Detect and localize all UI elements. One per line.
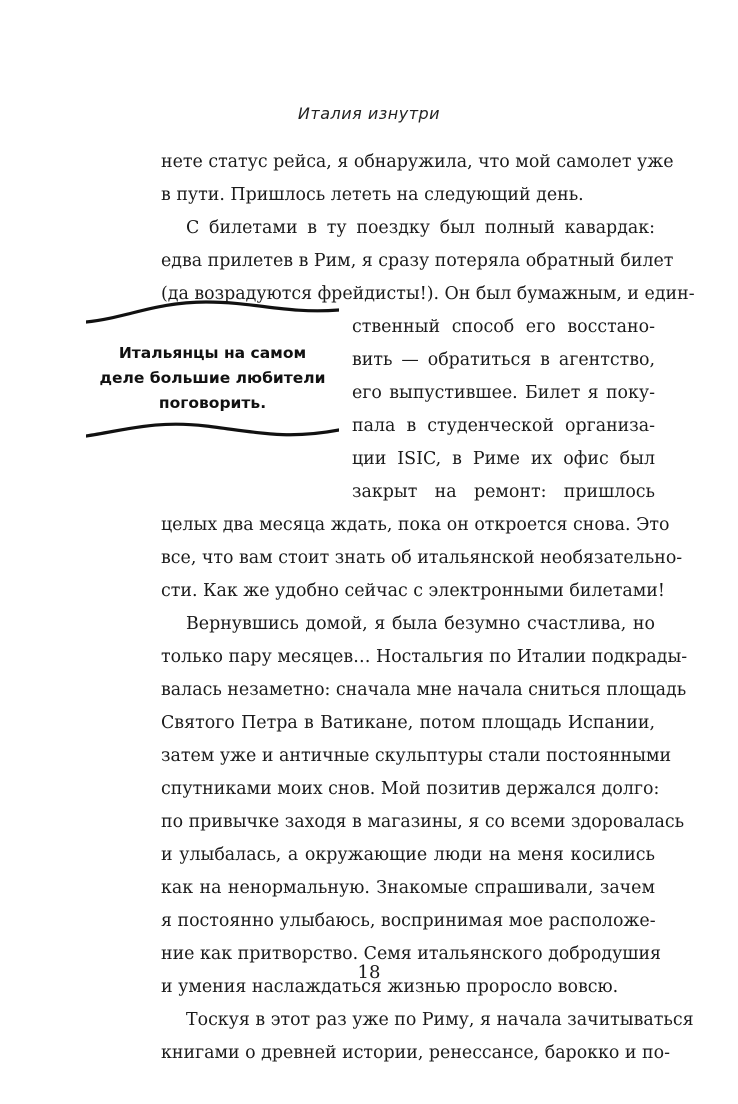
text-line: все, что вам стоит знать об итальянской необязательно- [161, 548, 683, 568]
text-line: Вернувшись домой, я была безумно счастлива, но [186, 614, 655, 634]
page-number: 18 [357, 962, 381, 983]
text-line: целых два месяца ждать, пока он откроется снова. Это [161, 515, 670, 535]
text-line: затем уже и античные скульптуры стали постоянными [161, 746, 672, 766]
text-line: С билетами в ту поездку был полный кавардак: [186, 218, 655, 238]
text-line: как на ненормальную. Знакомые спрашивали, зачем [161, 878, 655, 898]
text-line: по привычке заходя в магазины, я со всеми здоровалась [161, 812, 685, 832]
text-line: Святого Петра в Ватикане, потом площадь Испании, [161, 713, 655, 733]
text-line: едва прилетев в Рим, я сразу потеряла обратный билет [161, 251, 674, 271]
pullquote-line: Итальянцы на самом [118, 344, 307, 362]
text-line: сти. Как же удобно сейчас с электронными билетами! [161, 581, 665, 601]
pullquote [86, 296, 339, 446]
text-line: ние как притворство. Семя итальянского добродушия [161, 944, 662, 964]
wave-divider-bottom [86, 416, 339, 446]
text-line: вить — обратиться в агентство, [352, 350, 655, 370]
pullquote-line: поговорить. [158, 394, 267, 412]
pullquote-line: деле большие любители [99, 369, 326, 387]
text-line: ственный способ его восстано- [352, 317, 655, 337]
text-line: пала в студенческой организа- [352, 416, 655, 436]
text-line: закрыт на ремонт: пришлось [352, 482, 655, 502]
text-line: я постоянно улыбаюсь, воспринимая мое расположе- [161, 911, 656, 931]
text-line: Тоскуя в этот раз уже по Риму, я начала зачитываться [186, 1010, 694, 1030]
text-line: книгами о древней истории, ренессансе, барокко и по- [161, 1043, 670, 1063]
text-line: валась незаметно: сначала мне начала сниться площадь [161, 680, 687, 700]
text-line: (да возрадуются фрейдисты!). Он был бумажным, и един- [161, 284, 695, 304]
text-line: только пару месяцев… Ностальгия по Италии подкрады- [161, 647, 688, 667]
text-line: нете статус рейса, я обнаружила, что мой самолет уже [161, 152, 674, 172]
text-line: ции ISIC, в Риме их офис был [352, 449, 655, 469]
wave-divider-top [86, 296, 339, 326]
text-line: его выпустившее. Билет я поку- [352, 383, 655, 403]
running-head: Италия изнутри [297, 104, 441, 123]
text-line: и улыбалась, а окружающие люди на меня косились [161, 845, 655, 865]
text-line: спутниками моих снов. Мой позитив держался долго: [161, 779, 660, 799]
pullquote-text [86, 341, 339, 416]
text-line: в пути. Пришлось лететь на следующий день. [161, 185, 584, 205]
text-line: и умения наслаждаться жизнью проросло вовсю. [161, 977, 619, 997]
